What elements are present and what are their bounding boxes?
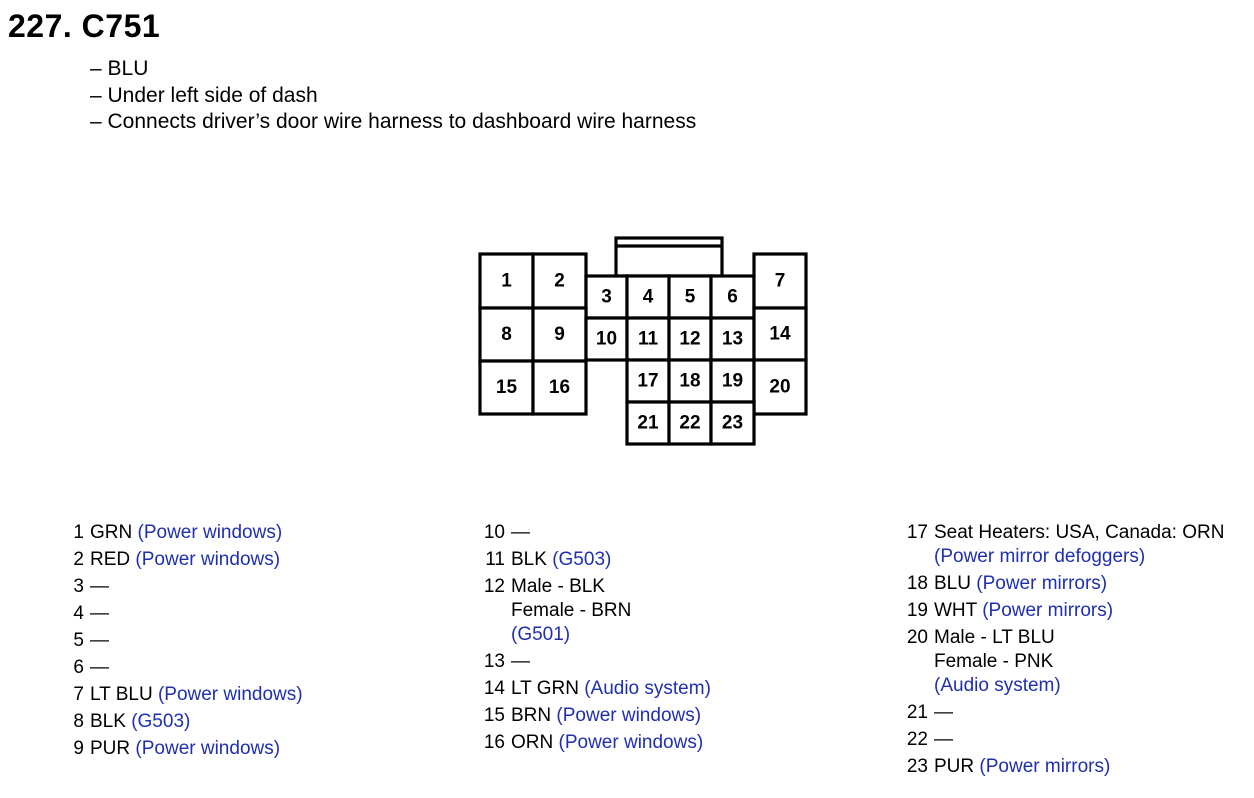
pin-number: 7: [73, 684, 84, 705]
wire-color: BLK: [90, 711, 126, 732]
connector-latch: [616, 238, 722, 276]
pin-cavity-2: [533, 254, 586, 308]
circuit-reference-link[interactable]: (Power windows): [135, 549, 281, 570]
pin-entry-8: [73, 710, 303, 734]
pin-number: 18: [906, 573, 928, 594]
pin-description-line: [90, 575, 303, 599]
pin-entry-12: [483, 575, 711, 647]
pin-entry-17: [906, 521, 1225, 569]
pin-entry-14: [483, 677, 711, 701]
pin-cavity-14: [754, 308, 806, 360]
pin-entry-5: [73, 629, 303, 653]
pin-entry-6: [73, 656, 303, 680]
pin-cavity-22: [669, 402, 711, 444]
pin-cavity-19: [711, 360, 754, 402]
pin-number: 13: [483, 651, 505, 672]
pin-entry-10: [483, 521, 711, 545]
pin-description-line: [90, 683, 303, 707]
wire-color: —: [90, 603, 109, 624]
pin-entry-21: [906, 701, 1224, 725]
pin-cavity-number: 19: [721, 370, 744, 392]
pin-description-line: [90, 710, 303, 734]
pin-number: 16: [483, 732, 505, 753]
circuit-reference-link[interactable]: (Power windows): [135, 738, 281, 759]
wire-color: BLU: [934, 573, 971, 594]
pin-description-line: [511, 599, 711, 623]
pin-cavity-grid: [480, 254, 806, 444]
pin-description-line: [934, 755, 1224, 779]
pin-cavity-8: [480, 308, 533, 361]
pin-cavity-number: 5: [684, 286, 696, 308]
circuit-reference-link[interactable]: (Power mirrors): [976, 573, 1108, 594]
pin-description-line: [90, 548, 303, 572]
circuit-reference-link[interactable]: (Power windows): [157, 684, 303, 705]
pin-description-line: [934, 572, 1224, 596]
pin-cavity-number: 22: [679, 412, 701, 434]
wire-color: —: [90, 576, 109, 597]
pin-description-line: [90, 737, 303, 761]
pin-entry-9: [73, 737, 303, 761]
pin-entry-3: [73, 575, 303, 599]
pin-cavity-number: 23: [721, 412, 744, 434]
pin-entry-19: [906, 599, 1224, 623]
pin-description-line: [511, 650, 711, 674]
pin-cavity-number: 17: [637, 370, 659, 392]
wire-color: ORN: [511, 732, 554, 753]
pin-cavity-12: [669, 318, 711, 360]
circuit-reference-link[interactable]: (Power windows): [137, 522, 283, 543]
pin-entry-13: [483, 650, 711, 674]
pin-number: 6: [73, 657, 84, 678]
pin-cavity-1: [480, 254, 533, 308]
pin-entry-2: [73, 548, 303, 572]
pin-number: 22: [906, 729, 928, 750]
pin-cavity-16: [533, 361, 586, 414]
pin-description-line: [934, 674, 1224, 698]
wire-color: Seat Heaters: USA, Canada: ORN: [934, 522, 1225, 543]
pin-cavity-number: 18: [679, 370, 701, 392]
pin-entry-20: [906, 626, 1224, 698]
pin-number: 15: [483, 705, 505, 726]
connection-note: – Connects driver’s door wire harness to dashboard wire harness: [90, 110, 697, 133]
wire-color: WHT: [934, 600, 977, 621]
pin-number: 17: [906, 522, 928, 543]
pin-description-line: [511, 575, 711, 599]
wire-color: —: [934, 702, 953, 723]
pin-number: 11: [485, 549, 505, 570]
wire-color: —: [90, 630, 109, 651]
wire-color: —: [934, 729, 953, 750]
wire-color: Female - BRN: [511, 600, 632, 621]
pin-cavity-number: 14: [769, 323, 791, 345]
pin-entry-16: [483, 731, 711, 755]
pin-cavity-9: [533, 308, 586, 361]
wire-color: BLK: [511, 549, 547, 570]
pin-cavity-17: [627, 360, 669, 402]
pin-cavity-number: 9: [554, 324, 565, 345]
pin-cavity-3: [586, 276, 627, 318]
pin-cavity-number: 8: [501, 324, 512, 345]
pin-description-line: [90, 656, 303, 680]
pin-number: 19: [906, 600, 928, 621]
pin-description-line: [934, 701, 1224, 725]
pin-number: 23: [906, 756, 928, 777]
pin-description-line: [90, 521, 303, 545]
pin-number: 21: [906, 702, 928, 723]
pin-number: 8: [73, 711, 84, 732]
pin-description-line: [511, 623, 711, 647]
pin-cavity-number: 16: [548, 377, 571, 398]
pin-description-line: [90, 629, 303, 653]
pin-cavity-number: 4: [642, 286, 654, 308]
pin-entry-23: [906, 755, 1224, 779]
pin-cavity-number: 13: [721, 328, 744, 350]
pin-cavity-11: [627, 318, 669, 360]
pin-cavity-21: [627, 402, 669, 444]
pin-description-line: [511, 731, 711, 755]
connector-title: 227. C751: [8, 8, 161, 44]
pin-cavity-number: 21: [637, 412, 659, 434]
wire-color: Female - PNK: [934, 651, 1054, 672]
pin-description-line: [90, 602, 303, 626]
pin-entry-7: [73, 683, 303, 707]
pin-cavity-number: 1: [501, 270, 512, 292]
pin-cavity-23: [711, 402, 754, 444]
pin-entry-15: [483, 704, 711, 728]
pin-number: 4: [73, 603, 84, 624]
pin-list-column-1: [73, 521, 303, 764]
wire-color: LT BLU: [90, 684, 153, 705]
pin-cavity-18: [669, 360, 711, 402]
pin-description-line: [934, 599, 1224, 623]
pin-description-line: [934, 728, 1224, 752]
wire-color: —: [511, 522, 530, 543]
circuit-reference-link[interactable]: (G501): [511, 624, 571, 645]
pin-number: 10: [483, 522, 505, 543]
pin-cavity-5: [669, 276, 711, 318]
pin-cavity-number: 11: [637, 328, 659, 350]
wire-color: GRN: [90, 522, 133, 543]
pin-description-line: [934, 521, 1224, 545]
circuit-reference-link[interactable]: (Audio system): [934, 675, 1061, 696]
color-note: – BLU: [90, 57, 149, 80]
circuit-reference-link[interactable]: (Power mirrors): [982, 600, 1114, 621]
pin-cavity-15: [480, 361, 533, 414]
pin-cavity-20: [754, 360, 806, 414]
pin-number: 3: [73, 576, 84, 597]
pin-number: 1: [73, 522, 84, 543]
pin-cavity-number: 2: [554, 270, 565, 292]
pin-cavity-number: 12: [679, 328, 701, 350]
pin-description-line: [511, 677, 711, 701]
pin-description-line: [934, 545, 1224, 569]
pin-entry-1: [73, 521, 303, 545]
pin-cavity-4: [627, 276, 669, 318]
circuit-reference-link[interactable]: (G503): [131, 711, 191, 732]
pin-description-line: [934, 650, 1224, 674]
pin-description-line: [511, 548, 711, 572]
pin-cavity-13: [711, 318, 754, 360]
pin-cavity-number: 10: [595, 328, 618, 350]
pin-list-column-3: [906, 521, 1225, 782]
circuit-reference-link[interactable]: (Audio system): [584, 678, 711, 699]
pin-number: 9: [73, 738, 84, 759]
pin-cavity-6: [711, 276, 754, 318]
pin-entry-11: [485, 548, 711, 572]
circuit-reference-link[interactable]: (Power mirrors): [979, 756, 1111, 777]
circuit-reference-link[interactable]: (Power mirror defoggers): [934, 546, 1146, 567]
pin-entry-4: [73, 602, 303, 626]
location-note: – Under left side of dash: [90, 83, 318, 107]
pin-description-line: [511, 521, 711, 545]
pin-cavity-number: 3: [601, 286, 612, 308]
pin-cavity-10: [586, 318, 627, 360]
pin-number: 2: [73, 549, 84, 570]
wire-color: Male - LT BLU: [934, 627, 1055, 648]
wire-color: —: [90, 657, 109, 678]
wire-color: PUR: [90, 738, 131, 759]
pin-cavity-number: 15: [495, 377, 518, 398]
pin-description-line: [934, 626, 1224, 650]
pin-number: 5: [73, 630, 84, 651]
wire-color: RED: [90, 549, 131, 570]
circuit-reference-link[interactable]: (Power windows): [558, 732, 704, 753]
pin-entry-22: [906, 728, 1224, 752]
pin-number: 12: [483, 576, 505, 597]
wire-color: Male - BLK: [511, 576, 605, 597]
pin-number: 20: [906, 627, 928, 648]
pin-description-line: [511, 704, 711, 728]
pin-cavity-7: [754, 254, 806, 308]
pin-cavity-number: 7: [774, 270, 786, 292]
pin-cavity-number: 20: [769, 376, 791, 398]
wire-color: PUR: [934, 756, 975, 777]
circuit-reference-link[interactable]: (Power windows): [556, 705, 702, 726]
pin-cavity-number: 6: [727, 286, 738, 308]
wire-color: LT GRN: [511, 678, 579, 699]
pin-list-column-2: [483, 521, 711, 758]
wire-color: BRN: [511, 705, 552, 726]
circuit-reference-link[interactable]: (G503): [552, 549, 612, 570]
pin-entry-18: [906, 572, 1224, 596]
pin-number: 14: [483, 678, 505, 699]
wire-color: —: [511, 651, 530, 672]
